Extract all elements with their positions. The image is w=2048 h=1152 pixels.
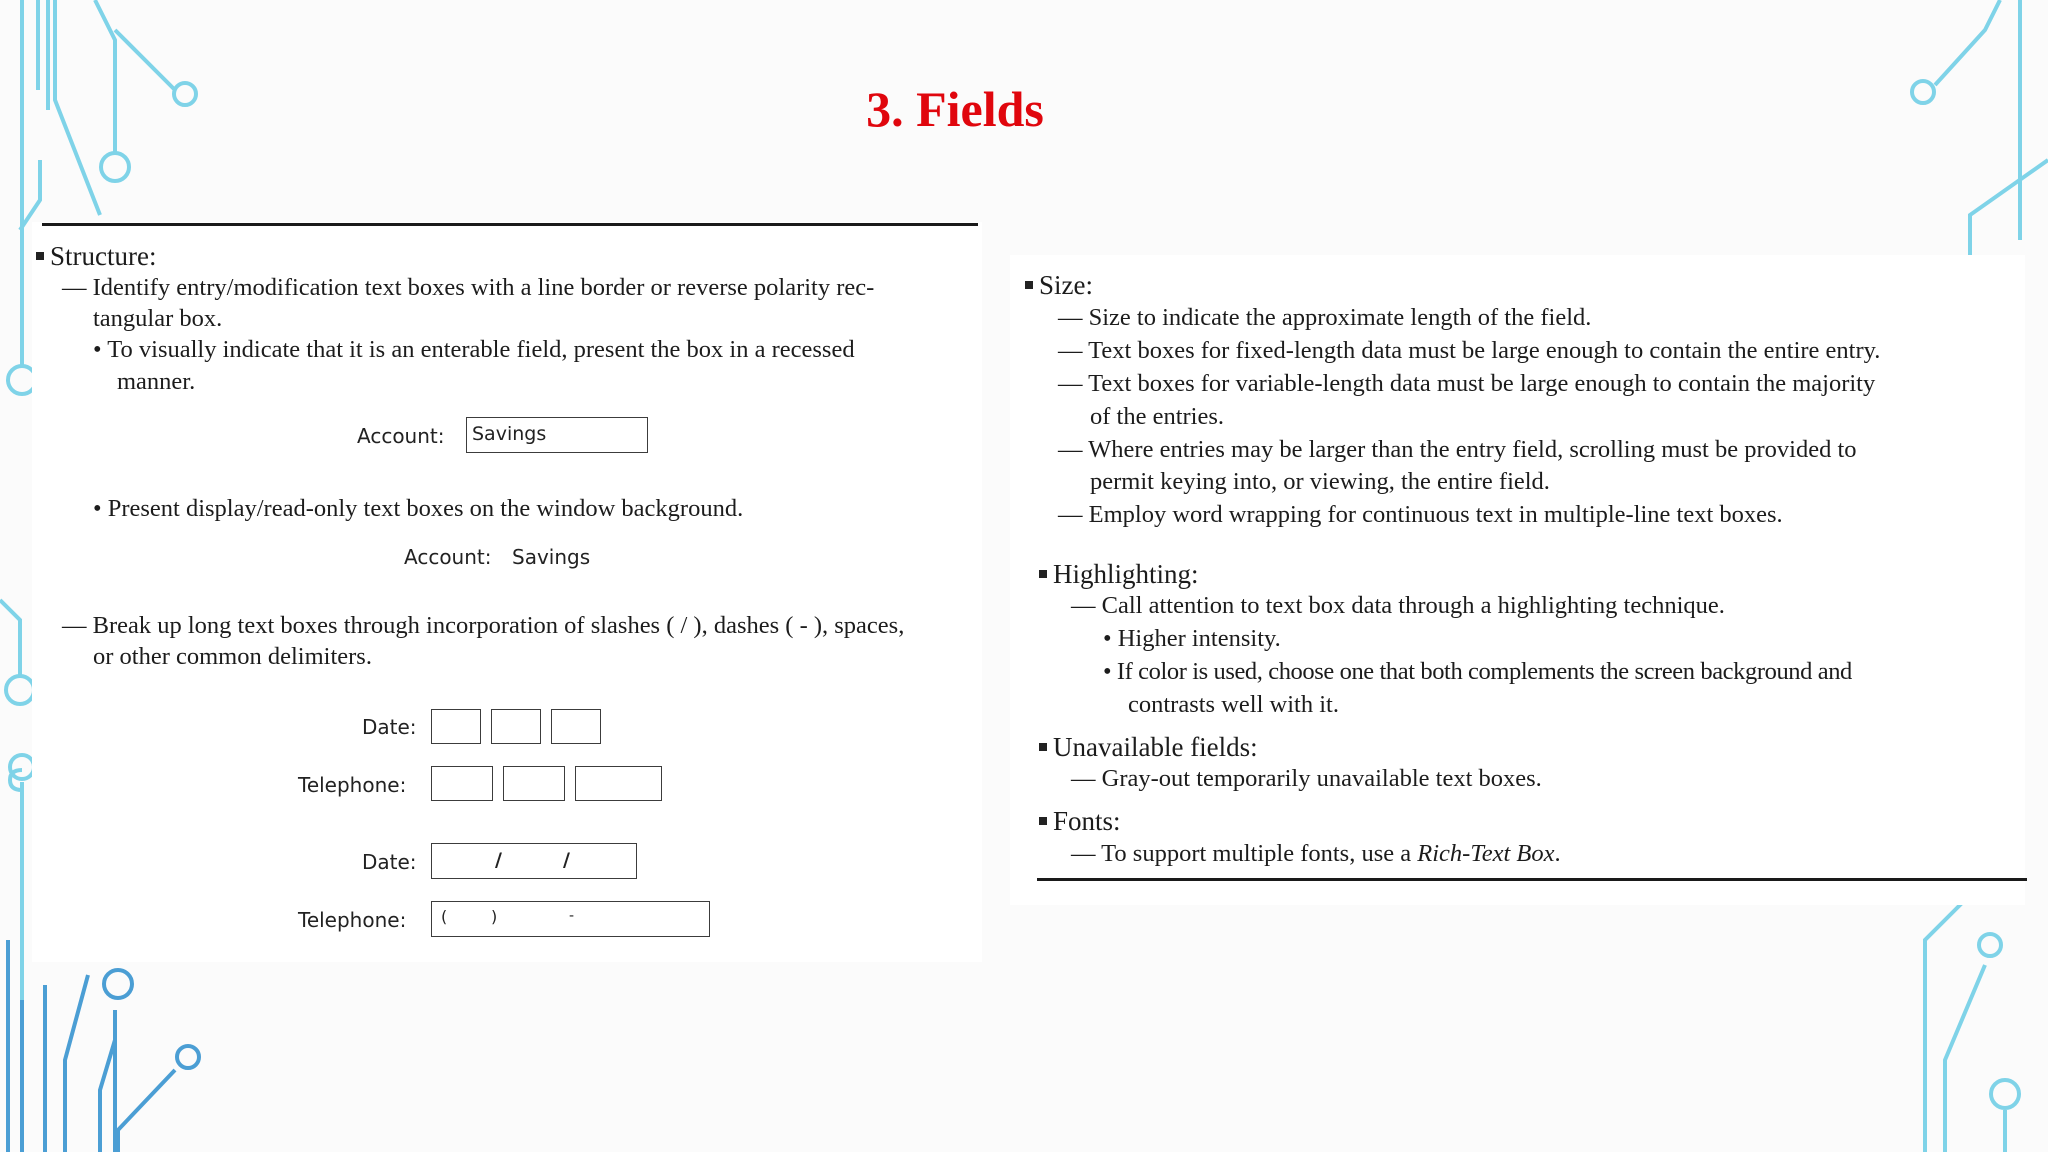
rich-text-box-term: Rich-Text Box xyxy=(1417,840,1555,867)
right-bottom-rule xyxy=(1037,878,2027,881)
size-item-2: — Text boxes for fixed-length data must be large enough to contain the entire entry. xyxy=(1058,337,1881,364)
structure-dash1-line2: tangular box. xyxy=(93,305,223,332)
date-label-1: Date: xyxy=(362,715,417,739)
square-bullet-icon xyxy=(1025,281,1033,289)
account-label-2: Account: xyxy=(404,545,492,569)
size-item-3: — Text boxes for variable-length data must be large enough to contain the majority xyxy=(1058,370,1876,397)
highlighting-dash: — Call attention to text box data through a highlighting technique. xyxy=(1071,592,1725,619)
size-item-4-cont: permit keying into, or viewing, the entire field. xyxy=(1090,468,1550,495)
telephone-close-paren: ) xyxy=(491,907,498,926)
telephone-number-box[interactable] xyxy=(575,766,662,801)
fonts-dash: — To support multiple fonts, use a Rich-Text Box. xyxy=(1071,840,1561,867)
structure-bullet1-line1: • To visually indicate that it is an enterable field, present the box in a recessed xyxy=(93,336,855,363)
square-bullet-icon xyxy=(1039,817,1047,825)
size-item-1: — Size to indicate the approximate length of the field. xyxy=(1058,304,1592,331)
telephone-area-box[interactable] xyxy=(431,766,493,801)
left-top-rule xyxy=(42,223,978,226)
highlighting-bullet-2-line2: contrasts well with it. xyxy=(1128,691,1339,718)
size-item-4: — Where entries may be larger than the entry field, scrolling must be provided to xyxy=(1058,436,1857,463)
account-entry-value: Savings xyxy=(472,423,547,445)
date-separator-2: / xyxy=(563,849,570,871)
date-label-2: Date: xyxy=(362,850,417,874)
size-item-3-cont: of the entries. xyxy=(1090,403,1225,430)
account-label-1: Account: xyxy=(357,424,445,448)
telephone-open-paren: ( xyxy=(441,907,448,926)
date-combined-box[interactable] xyxy=(431,843,637,879)
slide-title: 3. Fields xyxy=(866,81,1044,137)
telephone-label-1: Telephone: xyxy=(298,773,407,797)
telephone-prefix-box[interactable] xyxy=(503,766,565,801)
date-separator-1: / xyxy=(495,849,502,871)
square-bullet-icon xyxy=(1039,743,1047,751)
structure-heading: Structure: xyxy=(36,243,156,270)
highlighting-heading: Highlighting: xyxy=(1039,561,1199,588)
structure-dash1-line1: — Identify entry/modification text boxes with a line border or reverse polarity rec- xyxy=(62,274,875,301)
unavailable-dash: — Gray-out temporarily unavailable text boxes. xyxy=(1071,765,1542,792)
date-day-box[interactable] xyxy=(491,709,541,744)
highlighting-bullet-2-line1: • If color is used, choose one that both complements the screen background and xyxy=(1103,658,1852,685)
telephone-dash: - xyxy=(569,908,575,924)
structure-bullet1-line2: manner. xyxy=(117,368,196,395)
highlighting-bullet-1: • Higher intensity. xyxy=(1103,625,1281,652)
structure-dash2-line2: or other common delimiters. xyxy=(93,643,372,670)
telephone-label-2: Telephone: xyxy=(298,908,407,932)
structure-dash2-line1: — Break up long text boxes through incorporation of slashes ( / ), dashes ( - ), spaces, xyxy=(62,612,905,639)
size-item-5: — Employ word wrapping for continuous text in multiple-line text boxes. xyxy=(1058,501,1783,528)
square-bullet-icon xyxy=(1039,570,1047,578)
account-display-value: Savings xyxy=(512,545,591,569)
date-month-box[interactable] xyxy=(431,709,481,744)
date-year-box[interactable] xyxy=(551,709,601,744)
unavailable-heading: Unavailable fields: xyxy=(1039,734,1258,761)
size-heading: Size: xyxy=(1025,272,1093,299)
fonts-heading: Fonts: xyxy=(1039,808,1121,835)
structure-bullet2: • Present display/read-only text boxes on the window background. xyxy=(93,495,744,522)
square-bullet-icon xyxy=(36,252,44,260)
